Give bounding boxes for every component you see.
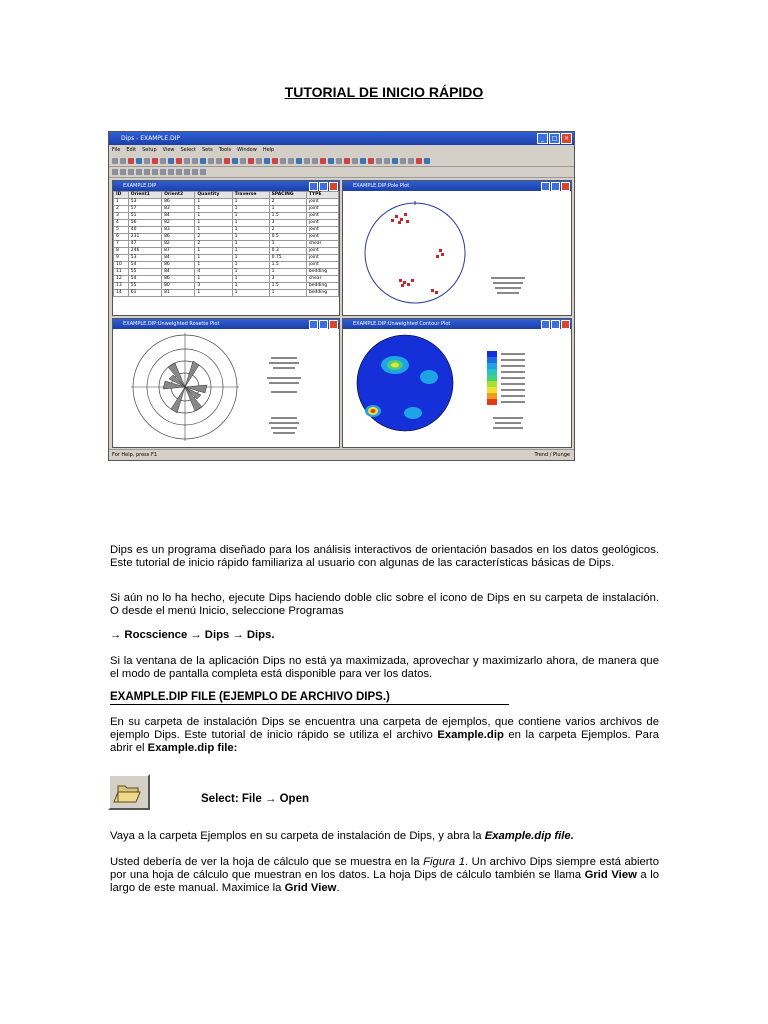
page-title: TUTORIAL DE INICIO RÁPIDO bbox=[284, 84, 484, 100]
toolbar-icon[interactable] bbox=[208, 158, 214, 164]
toolbar-icon[interactable] bbox=[200, 169, 206, 175]
toolbar-icon[interactable] bbox=[296, 158, 302, 164]
pane-minimize-icon[interactable] bbox=[309, 320, 318, 329]
grid-cell[interactable]: 0.5 bbox=[269, 234, 306, 241]
contour-plot bbox=[343, 329, 571, 447]
window-title: Dips - EXAMPLE.DIP bbox=[121, 135, 181, 142]
toolbar-icon[interactable] bbox=[256, 158, 262, 164]
grid-cell[interactable]: 1 bbox=[232, 283, 269, 290]
paragraph-intro: Dips es un programa diseñado para los análisis interactivos de orientación basados en los datos geológicos. Este tutorial de inicio rápido familiariza al usuario con algunas de las características básicas de Dips. bbox=[110, 544, 659, 569]
table-row[interactable] bbox=[114, 255, 339, 262]
grid-cell[interactable]: 80 bbox=[162, 283, 195, 290]
toolbar-icon[interactable] bbox=[192, 169, 198, 175]
grid-cell[interactable]: 0.3 bbox=[269, 248, 306, 255]
toolbar-icon[interactable] bbox=[168, 169, 174, 175]
toolbar-icon[interactable] bbox=[392, 158, 398, 164]
grid-cell[interactable]: 55 bbox=[128, 269, 161, 276]
toolbar-icon[interactable] bbox=[192, 158, 198, 164]
text-span: en la carpeta Ejemplos. Para abrir el bbox=[110, 729, 659, 754]
grid-cell[interactable]: 2 bbox=[195, 241, 232, 248]
maximize-icon[interactable]: □ bbox=[549, 133, 560, 144]
grid-cell[interactable]: 1 bbox=[232, 276, 269, 283]
text-span: a lo largo de este manual. Maximice la bbox=[110, 869, 659, 894]
grid-cell[interactable]: 2 bbox=[269, 199, 306, 206]
pane-title: EXAMPLE.DIP:Unweighted Contour Plot bbox=[353, 321, 451, 327]
grid-cell[interactable]: 1 bbox=[232, 241, 269, 248]
status-mode: Trend / Plunge bbox=[534, 452, 570, 458]
text-span: . bbox=[336, 882, 340, 894]
grid-cell[interactable]: 231 bbox=[128, 234, 161, 241]
status-bar bbox=[109, 449, 574, 460]
toolbar-icon[interactable] bbox=[272, 158, 278, 164]
paragraph-grid-view bbox=[110, 856, 659, 895]
pane-title: EXAMPLE.DIP:Unweighted Rosette Plot bbox=[123, 321, 220, 327]
pane-maximize-icon[interactable] bbox=[551, 320, 560, 329]
pane-minimize-icon[interactable] bbox=[541, 182, 550, 191]
grid-cell[interactable]: 1 bbox=[269, 269, 306, 276]
grid-cell[interactable]: 1 bbox=[232, 290, 269, 297]
table-row[interactable] bbox=[114, 276, 339, 283]
toolbar-icon[interactable] bbox=[416, 158, 422, 164]
grid-cell[interactable]: 40 bbox=[128, 227, 161, 234]
toolbar-icon[interactable] bbox=[168, 158, 174, 164]
grid-cell[interactable]: 2 bbox=[195, 234, 232, 241]
table-row[interactable] bbox=[114, 283, 339, 290]
grid-cell[interactable]: 3 bbox=[269, 276, 306, 283]
close-icon[interactable]: × bbox=[561, 133, 572, 144]
paragraph-maximize: Si la ventana de la aplicación Dips no está ya maximizada, aprovechar y maximizarlo ahora, de manera que el modo de pantalla completa está disponible para ver los datos. bbox=[110, 655, 659, 680]
grid-cell[interactable]: 1 bbox=[232, 206, 269, 213]
table-row[interactable] bbox=[114, 269, 339, 276]
grid-cell[interactable]: joint bbox=[306, 262, 338, 269]
pane-close-icon[interactable] bbox=[561, 182, 570, 191]
toolbar-icon[interactable] bbox=[288, 158, 294, 164]
grid-cell[interactable]: 1 bbox=[195, 290, 232, 297]
grid-cell[interactable]: 1 bbox=[232, 227, 269, 234]
toolbar-icon[interactable] bbox=[184, 158, 190, 164]
grid-cell[interactable]: 0.75 bbox=[269, 255, 306, 262]
pane-maximize-icon[interactable] bbox=[551, 182, 560, 191]
heading-underline bbox=[110, 704, 509, 705]
grid-cell[interactable]: 1 bbox=[114, 199, 129, 206]
grid-cell[interactable]: joint bbox=[306, 234, 338, 241]
pane-maximize-icon[interactable] bbox=[319, 182, 328, 191]
toolbar-icon[interactable] bbox=[360, 158, 366, 164]
pane-title: EXAMPLE.DIP:Pole Plot bbox=[353, 183, 410, 189]
grid-cell[interactable]: joint bbox=[306, 255, 338, 262]
grid-cell[interactable]: 1 bbox=[232, 213, 269, 220]
grid-cell[interactable]: 1 bbox=[195, 199, 232, 206]
toolbar-icon[interactable] bbox=[328, 158, 334, 164]
rosette-plot bbox=[113, 329, 339, 447]
grid-cell[interactable]: 13 bbox=[114, 283, 129, 290]
grid-cell[interactable]: 6 bbox=[114, 234, 129, 241]
paragraph-menu-path: → Rocscience → Dips → Dips. bbox=[110, 629, 275, 641]
grid-cell[interactable]: 1 bbox=[232, 262, 269, 269]
pane-minimize-icon[interactable] bbox=[309, 182, 318, 191]
grid-cell[interactable]: 10 bbox=[114, 262, 129, 269]
toolbar-icon[interactable] bbox=[128, 158, 134, 164]
pane-close-icon[interactable] bbox=[329, 182, 338, 191]
grid-cell[interactable]: 84 bbox=[162, 213, 195, 220]
grid-cell[interactable]: 1 bbox=[195, 276, 232, 283]
grid-cell[interactable]: 3 bbox=[114, 213, 129, 220]
toolbar-icon[interactable] bbox=[304, 158, 310, 164]
window-titlebar bbox=[109, 132, 574, 145]
toolbar-icon[interactable] bbox=[200, 158, 206, 164]
toolbar-icon[interactable] bbox=[160, 169, 166, 175]
pane-title: EXAMPLE.DIP bbox=[123, 183, 157, 189]
toolbar-icon[interactable] bbox=[216, 158, 222, 164]
pane-close-icon[interactable] bbox=[329, 320, 338, 329]
grid-cell[interactable]: 87 bbox=[162, 248, 195, 255]
pole-plot bbox=[343, 191, 571, 315]
toolbar-icon[interactable] bbox=[424, 158, 430, 164]
paragraph-open-example bbox=[110, 830, 659, 843]
grid-cell[interactable]: 57 bbox=[128, 206, 161, 213]
main-toolbar bbox=[109, 155, 574, 167]
toolbar-icon[interactable] bbox=[152, 169, 158, 175]
toolbar-icon[interactable] bbox=[120, 158, 126, 164]
grid-cell[interactable]: 1 bbox=[195, 248, 232, 255]
grid-cell[interactable]: 1 bbox=[195, 262, 232, 269]
grid-column-header[interactable]: SPACING bbox=[269, 192, 306, 199]
text-span: Vaya a la carpeta Ejemplos en su carpeta de instalación de Dips, y abra la bbox=[110, 830, 485, 842]
grid-cell[interactable]: 53 bbox=[128, 255, 161, 262]
grid-cell[interactable]: 8 bbox=[114, 248, 129, 255]
menu-help[interactable]: Help bbox=[262, 147, 275, 153]
toolbar-icon[interactable] bbox=[320, 158, 326, 164]
toolbar-icon[interactable] bbox=[224, 158, 230, 164]
file-name: Example.dip file. bbox=[484, 830, 574, 842]
minimize-icon[interactable]: _ bbox=[537, 133, 548, 144]
toolbar-icon[interactable] bbox=[376, 158, 382, 164]
toolbar-icon[interactable] bbox=[144, 158, 150, 164]
grid-cell[interactable]: 1 bbox=[269, 290, 306, 297]
grid-cell[interactable]: 1.5 bbox=[269, 262, 306, 269]
figure-ref: Figura 1 bbox=[423, 856, 465, 868]
toolbar-icon[interactable] bbox=[280, 158, 286, 164]
grid-cell[interactable]: joint bbox=[306, 199, 338, 206]
toolbar-icon[interactable] bbox=[176, 158, 182, 164]
grid-cell[interactable]: 54 bbox=[128, 276, 161, 283]
dips-screenshot bbox=[108, 131, 575, 461]
grid-cell[interactable]: 47 bbox=[128, 241, 161, 248]
grid-cell[interactable]: bedding bbox=[306, 283, 338, 290]
grid-column-header[interactable]: Traverse bbox=[232, 192, 269, 199]
grid-cell[interactable]: 2 bbox=[269, 227, 306, 234]
pane-maximize-icon[interactable] bbox=[319, 320, 328, 329]
menu-select[interactable]: Select bbox=[180, 147, 196, 153]
toolbar-icon[interactable] bbox=[384, 158, 390, 164]
grid-cell[interactable]: 1 bbox=[232, 220, 269, 227]
grid-cell[interactable]: 1 bbox=[232, 234, 269, 241]
grid-cell[interactable]: 1 bbox=[269, 206, 306, 213]
menu-tools[interactable]: Tools bbox=[218, 147, 232, 153]
toolbar-icon[interactable] bbox=[152, 158, 158, 164]
grid-cell[interactable]: 86 bbox=[162, 199, 195, 206]
grid-cell[interactable]: joint bbox=[306, 227, 338, 234]
menu-window[interactable]: Window bbox=[237, 147, 257, 153]
grid-cell[interactable]: 5 bbox=[114, 227, 129, 234]
rosette-plot-pane bbox=[112, 318, 340, 448]
toolbar-icon[interactable] bbox=[352, 158, 358, 164]
text-span: . Un archivo Dips siempre está abierto por una hoja de cálculo que muestran en los datos. La hoja Dips de cálculo también se llama bbox=[110, 856, 659, 881]
grid-column-header[interactable]: ID bbox=[114, 192, 129, 199]
grid-cell[interactable]: joint bbox=[306, 248, 338, 255]
grid-cell[interactable]: joint bbox=[306, 213, 338, 220]
paragraph-example bbox=[110, 716, 659, 755]
grid-cell[interactable]: 3 bbox=[195, 283, 232, 290]
toolbar-icon[interactable] bbox=[144, 169, 150, 175]
toolbar-icon[interactable] bbox=[112, 169, 118, 175]
file-name: Example.dip bbox=[437, 729, 504, 741]
pane-minimize-icon[interactable] bbox=[541, 320, 550, 329]
menubar bbox=[109, 145, 574, 155]
grid-cell[interactable]: 246 bbox=[128, 248, 161, 255]
toolbar-icon[interactable] bbox=[344, 158, 350, 164]
grid-cell[interactable]: 1 bbox=[232, 269, 269, 276]
toolbar-icon[interactable] bbox=[184, 169, 190, 175]
grid-cell[interactable]: shear bbox=[306, 241, 338, 248]
grid-cell[interactable]: joint bbox=[306, 220, 338, 227]
toolbar-icon[interactable] bbox=[160, 158, 166, 164]
grid-cell[interactable]: 11 bbox=[114, 269, 129, 276]
grid-cell[interactable]: bedding bbox=[306, 290, 338, 297]
toolbar-icon[interactable] bbox=[128, 169, 134, 175]
secondary-toolbar bbox=[109, 167, 574, 178]
grid-cell[interactable]: 54 bbox=[128, 262, 161, 269]
grid-cell[interactable]: 55 bbox=[128, 283, 161, 290]
toolbar-icon[interactable] bbox=[312, 158, 318, 164]
menu-edit[interactable]: Edit bbox=[126, 147, 137, 153]
toolbar-icon[interactable] bbox=[400, 158, 406, 164]
grid-cell[interactable]: 1 bbox=[232, 199, 269, 206]
grid-cell[interactable]: 1 bbox=[195, 206, 232, 213]
grid-cell[interactable]: 1 bbox=[195, 213, 232, 220]
grid-cell[interactable]: 1 bbox=[232, 248, 269, 255]
table-row[interactable] bbox=[114, 199, 339, 206]
grid-cell[interactable]: 84 bbox=[162, 255, 195, 262]
menu-sets[interactable]: Sets bbox=[201, 147, 213, 153]
pole-plot-pane bbox=[342, 180, 572, 316]
grid-cell[interactable]: 1 bbox=[195, 255, 232, 262]
open-button[interactable] bbox=[108, 774, 150, 810]
grid-cell[interactable]: 1.5 bbox=[269, 283, 306, 290]
pane-close-icon[interactable] bbox=[561, 320, 570, 329]
table-row[interactable] bbox=[114, 220, 339, 227]
grid-cell[interactable]: 51 bbox=[128, 213, 161, 220]
section-heading: EXAMPLE.DIP FILE (EJEMPLO DE ARCHIVO DIPS.) bbox=[110, 691, 390, 703]
toolbar-icon[interactable] bbox=[240, 158, 246, 164]
grid-cell[interactable]: 1.5 bbox=[269, 213, 306, 220]
table-row[interactable] bbox=[114, 213, 339, 220]
text-span: Usted debería de ver la hoja de cálculo que se muestra en la bbox=[110, 856, 424, 868]
grid-cell[interactable]: joint bbox=[306, 206, 338, 213]
grid-cell[interactable]: shear bbox=[306, 276, 338, 283]
grid-cell[interactable]: 82 bbox=[162, 241, 195, 248]
grid-cell[interactable]: 4 bbox=[195, 269, 232, 276]
file-name: Example.dip file: bbox=[147, 742, 238, 754]
grid-cell[interactable]: 56 bbox=[128, 220, 161, 227]
grid-cell[interactable]: bedding bbox=[306, 269, 338, 276]
grid-cell[interactable]: 81 bbox=[162, 290, 195, 297]
grid-cell[interactable]: 14 bbox=[114, 290, 129, 297]
grid-cell[interactable]: 53 bbox=[128, 199, 161, 206]
menu-file[interactable]: File bbox=[112, 147, 121, 153]
grid-cell[interactable]: 1 bbox=[232, 255, 269, 262]
grid-column-header[interactable]: Quantity bbox=[195, 192, 232, 199]
grid-cell[interactable]: 9 bbox=[114, 255, 129, 262]
open-folder-icon bbox=[110, 776, 148, 808]
grid-cell[interactable]: 83 bbox=[162, 206, 195, 213]
grid-cell[interactable]: 86 bbox=[162, 262, 195, 269]
toolbar-icon[interactable] bbox=[336, 158, 342, 164]
grid-column-header[interactable]: Orient2 bbox=[162, 192, 195, 199]
paragraph-run: Si aún no lo ha hecho, ejecute Dips haciendo doble clic sobre el icono de Dips en su carpeta de instalación. O desde el menú Inicio, seleccione Programas bbox=[110, 592, 659, 617]
table-row[interactable] bbox=[114, 227, 339, 234]
grid-cell[interactable]: 84 bbox=[162, 269, 195, 276]
table-row[interactable] bbox=[114, 248, 339, 255]
toolbar-icon[interactable] bbox=[136, 169, 142, 175]
grid-cell[interactable]: 12 bbox=[114, 276, 129, 283]
grid-cell[interactable]: 82 bbox=[162, 220, 195, 227]
grid-cell[interactable]: 61 bbox=[128, 290, 161, 297]
toolbar-icon[interactable] bbox=[248, 158, 254, 164]
toolbar-icon[interactable] bbox=[136, 158, 142, 164]
table-row[interactable] bbox=[114, 206, 339, 213]
table-row[interactable] bbox=[114, 290, 339, 297]
grid-cell[interactable]: 86 bbox=[162, 276, 195, 283]
grid-cell[interactable]: 83 bbox=[162, 227, 195, 234]
contour-plot-pane bbox=[342, 318, 572, 448]
grid-cell[interactable]: 4 bbox=[114, 220, 129, 227]
menu-setup[interactable]: Setup bbox=[142, 147, 157, 153]
text-span: En su carpeta de instalación Dips se encuentra una carpeta de ejemplos, que contiene varios archivos de ejemplo Dips. Este tutorial de inicio rápido se utiliza el archivo bbox=[110, 716, 659, 741]
grid-cell[interactable]: 86 bbox=[162, 234, 195, 241]
status-help: For Help, press F1 bbox=[112, 452, 158, 458]
grid-cell[interactable]: 1 bbox=[269, 241, 306, 248]
grid-column-header[interactable]: Orient1 bbox=[128, 192, 161, 199]
table-row[interactable] bbox=[114, 241, 339, 248]
grid-table bbox=[113, 191, 339, 297]
term: Grid View bbox=[584, 869, 637, 881]
table-row[interactable] bbox=[114, 234, 339, 241]
table-row[interactable] bbox=[114, 262, 339, 269]
grid-pane bbox=[112, 180, 340, 316]
grid-cell[interactable]: 7 bbox=[114, 241, 129, 248]
grid-cell[interactable]: 1 bbox=[195, 220, 232, 227]
select-instruction: Select: File → Open bbox=[201, 793, 309, 805]
term: Grid View bbox=[284, 882, 337, 894]
toolbar-icon[interactable] bbox=[232, 158, 238, 164]
toolbar-icon[interactable] bbox=[120, 169, 126, 175]
toolbar-icon[interactable] bbox=[408, 158, 414, 164]
toolbar-icon[interactable] bbox=[368, 158, 374, 164]
grid-cell[interactable]: 1 bbox=[195, 227, 232, 234]
grid-cell[interactable]: 3 bbox=[269, 220, 306, 227]
grid-cell[interactable]: 2 bbox=[114, 206, 129, 213]
toolbar-icon[interactable] bbox=[176, 169, 182, 175]
toolbar-icon[interactable] bbox=[112, 158, 118, 164]
menu-view[interactable]: View bbox=[162, 147, 175, 153]
toolbar-icon[interactable] bbox=[264, 158, 270, 164]
grid-column-header[interactable]: TYPE bbox=[306, 192, 338, 199]
